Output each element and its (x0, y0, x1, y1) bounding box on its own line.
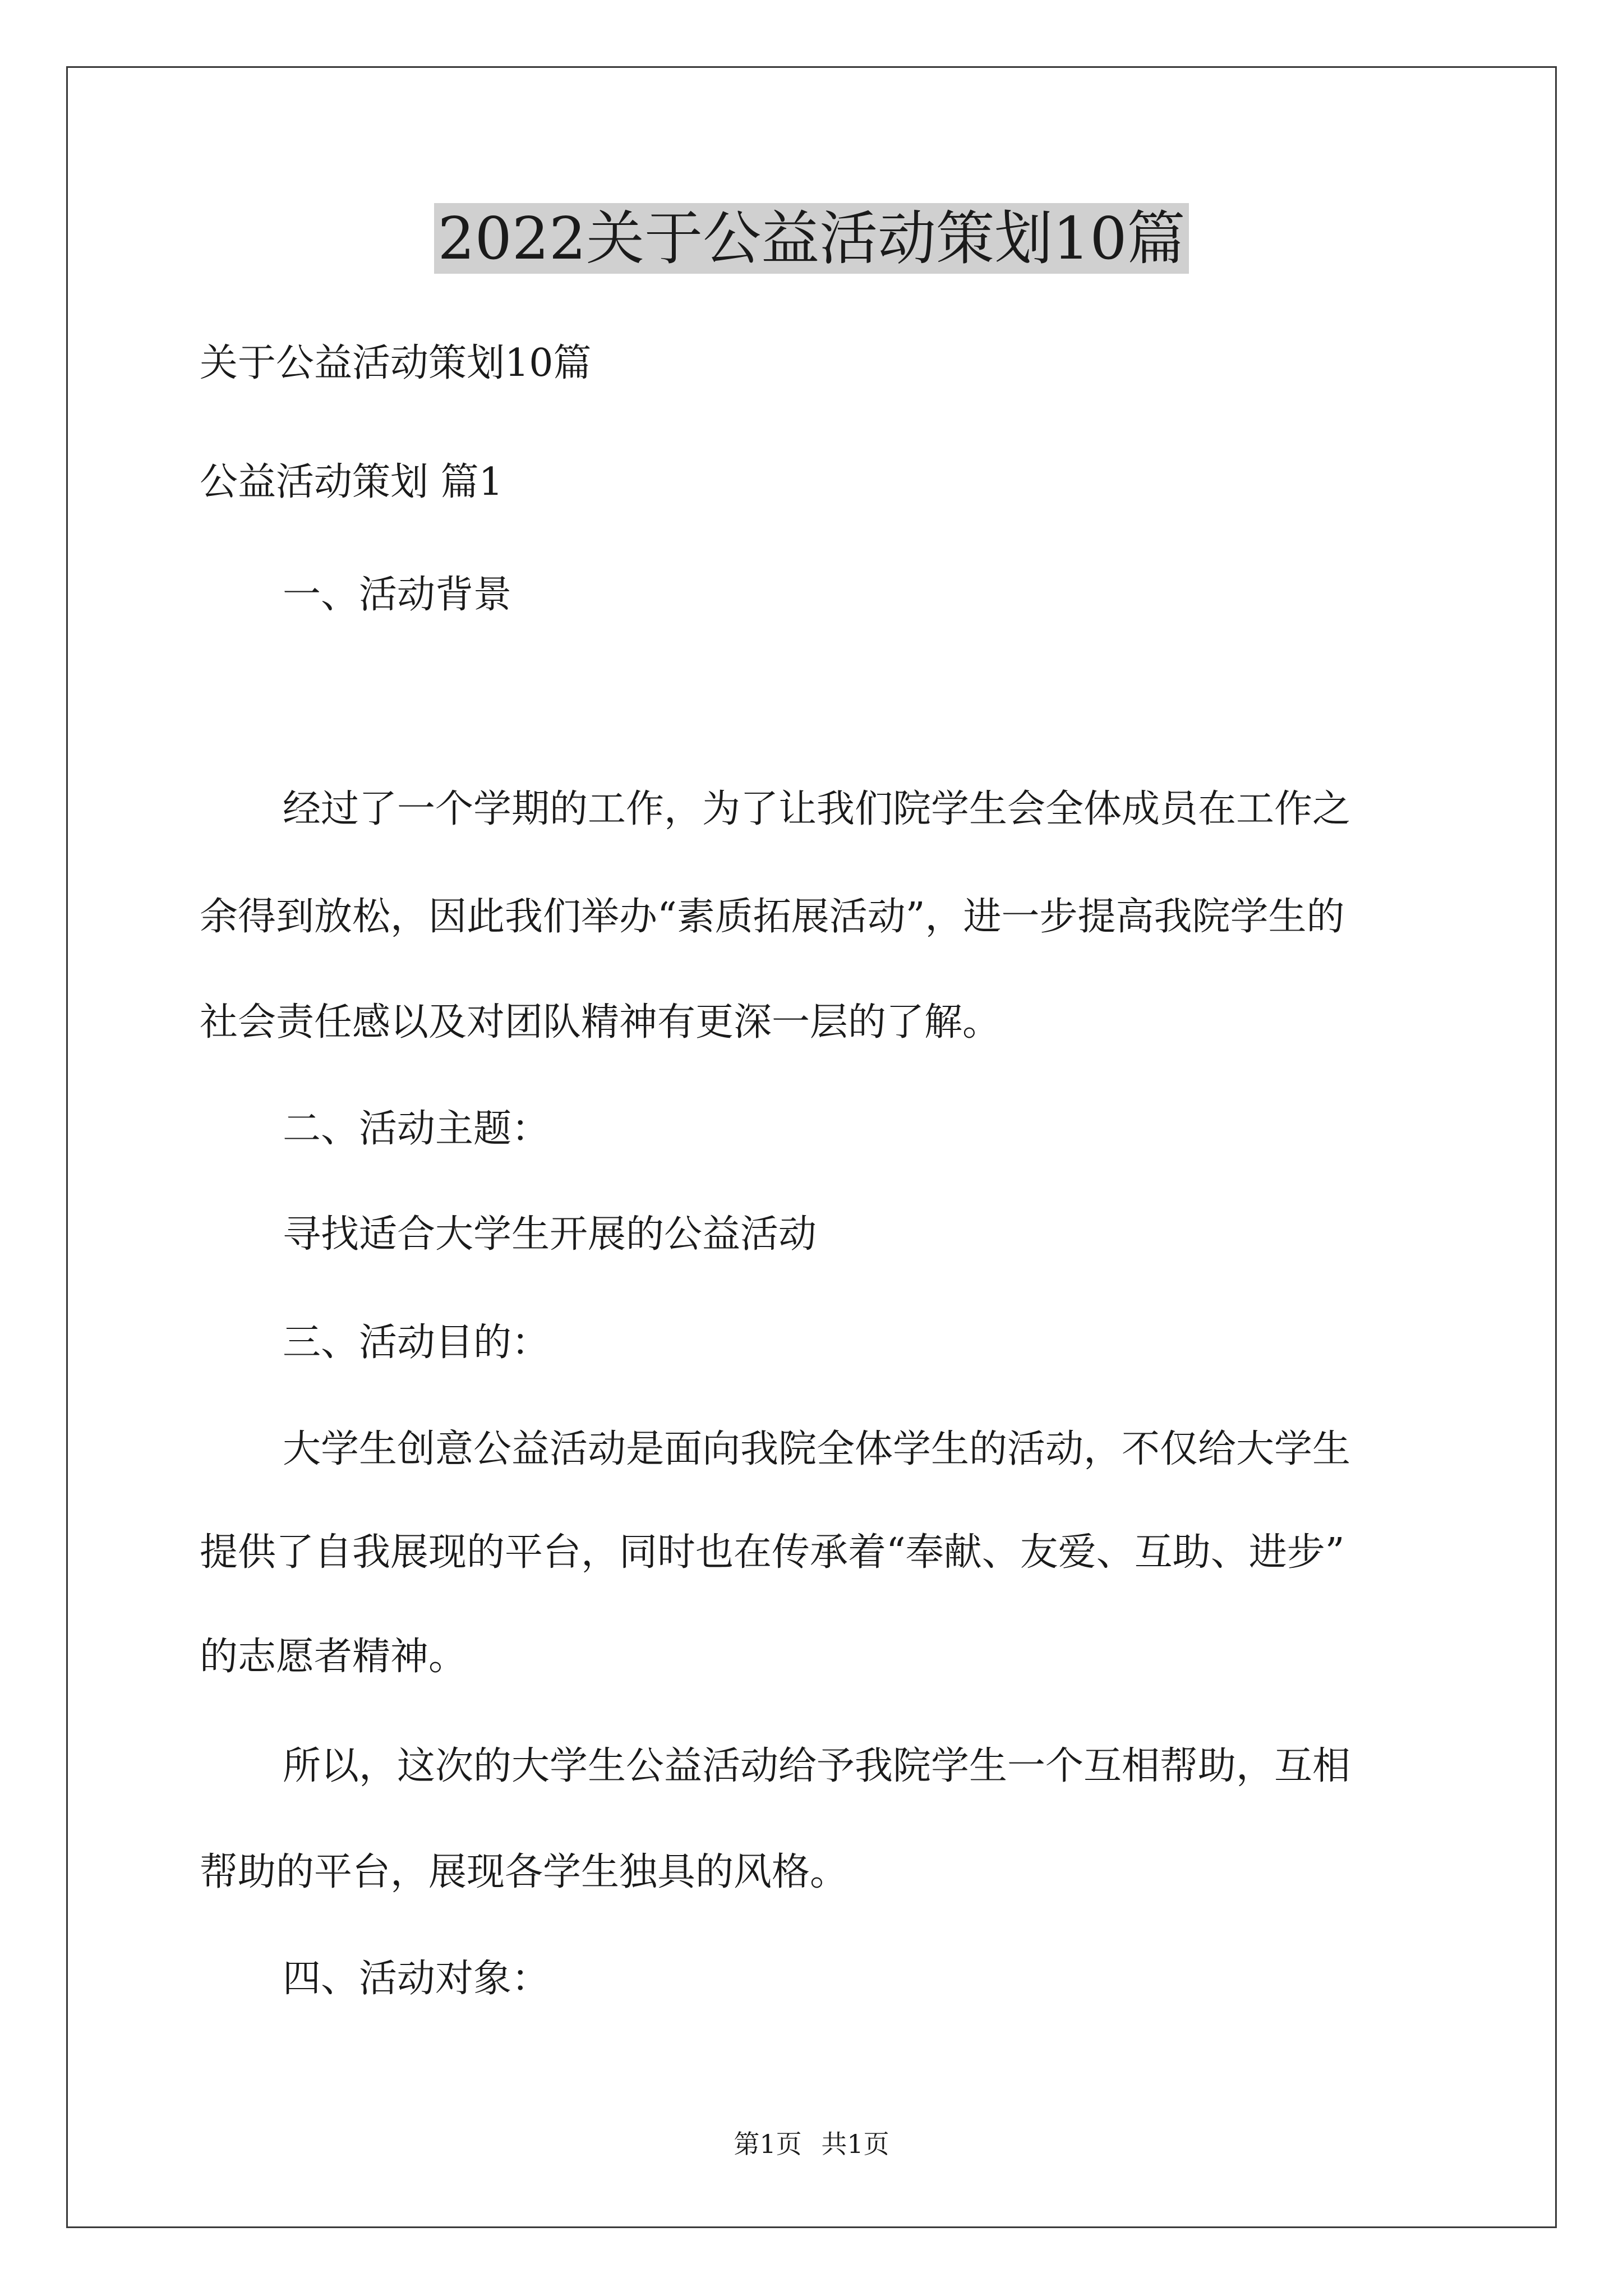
body-paragraph-line: 经过了一个学期的工作，为了让我们院学生会全体成员在工作之 (283, 787, 1351, 831)
section-heading: 三、活动目的： (283, 1320, 550, 1365)
page-footer (0, 2127, 1623, 2161)
page-number-current: 第1页 (734, 2129, 802, 2159)
body-paragraph-line: 提供了自我展现的平台，同时也在传承着“奉献、友爱、互助、进步” (200, 1530, 1345, 1575)
body-paragraph-line: 余得到放松，因此我们举办“素质拓展活动”，进一步提高我院学生的 (200, 895, 1345, 939)
section-heading: 四、活动对象： (283, 1957, 550, 2001)
body-paragraph-line: 寻找适合大学生开展的公益活动 (283, 1212, 817, 1257)
body-paragraph-line: 的志愿者精神。 (200, 1635, 467, 1679)
document-title-text: 2022关于公益活动策划10篇 (434, 203, 1188, 274)
body-paragraph-line: 大学生创意公益活动是面向我院全体学生的活动，不仅给大学生 (283, 1427, 1351, 1471)
body-paragraph-line: 所以，这次的大学生公益活动给予我院学生一个互相帮助，互相 (283, 1744, 1351, 1788)
section-heading: 公益活动策划 篇1 (200, 460, 503, 504)
body-paragraph-line: 社会责任感以及对团队精神有更深一层的了解。 (200, 1000, 1001, 1045)
document-title (0, 196, 1623, 280)
subtitle-line: 关于公益活动策划10篇 (200, 341, 592, 385)
section-heading: 一、活动背景 (283, 573, 512, 617)
page-number-total: 共1页 (821, 2129, 889, 2159)
section-heading: 二、活动主题： (283, 1107, 550, 1151)
body-paragraph-line: 帮助的平台，展现各学生独具的风格。 (200, 1850, 849, 1894)
